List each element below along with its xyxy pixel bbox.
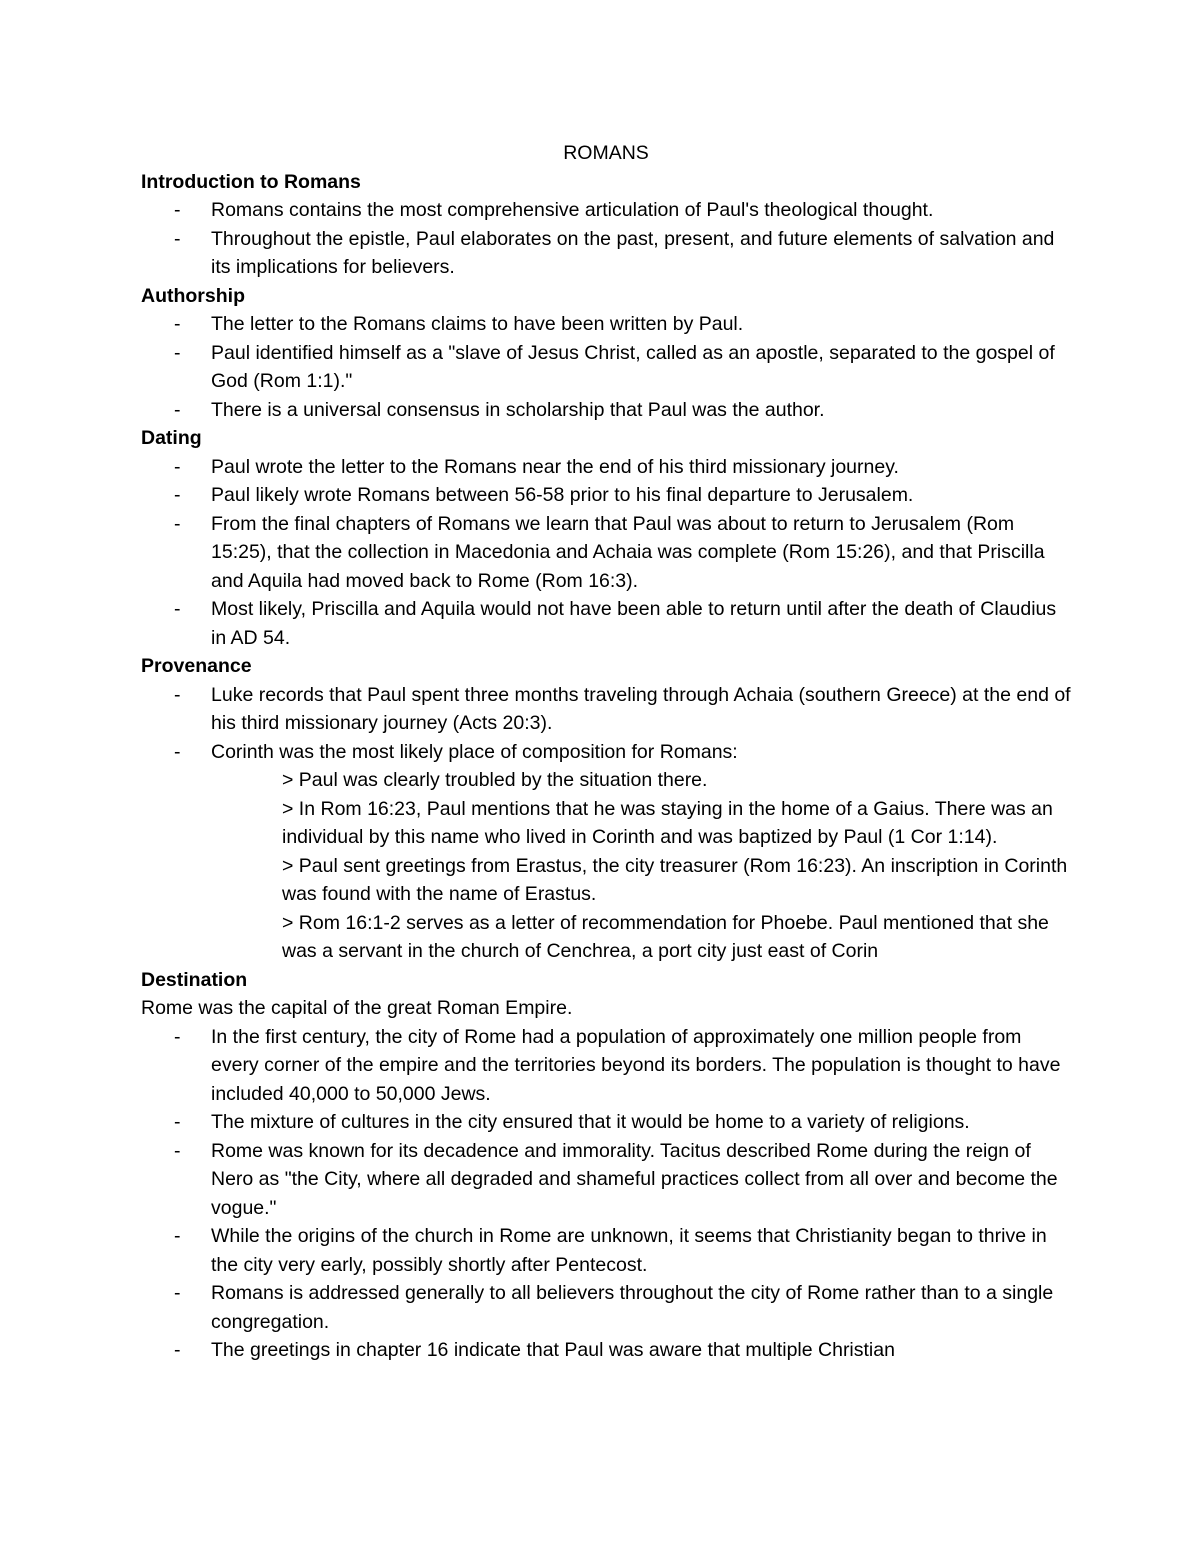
bullet-dash: - bbox=[174, 313, 181, 335]
section-heading-introduction: Introduction to Romans bbox=[141, 170, 361, 193]
bullet-item bbox=[141, 396, 1071, 425]
bullet-text: From the final chapters of Romans we learn that Paul was about to return to Jerusalem (Rom 15:25), that the collection in Macedonia and Achaia was complete (Rom 15:26), and that Priscilla and Aquila had moved back to Rome (Rom 16:3). bbox=[211, 512, 1045, 592]
bullet-item bbox=[141, 738, 1071, 767]
bullet-item bbox=[141, 339, 1071, 396]
bullet-dash: - bbox=[174, 455, 181, 478]
document-title: ROMANS bbox=[563, 142, 649, 164]
bullet-dash: - bbox=[174, 484, 181, 506]
bullet-text: There is a universal consensus in scholarship that Paul was the author. bbox=[211, 398, 825, 421]
bullet-dash: - bbox=[174, 1025, 181, 1048]
bullet-dash: - bbox=[174, 1282, 181, 1304]
bullet-text: The letter to the Romans claims to have been written by Paul. bbox=[211, 313, 744, 335]
sub-point: > Paul sent greetings from Erastus, the city treasurer (Rom 16:23). An inscription in Corinth was found with the name of Erastus. bbox=[282, 854, 1068, 905]
bullet-item bbox=[141, 1137, 1071, 1223]
section-heading-dating: Dating bbox=[141, 427, 202, 449]
bullet-text: In the first century, the city of Rome had a population of approximately one million people from every corner of the empire and the territories beyond its borders. The population is thought to have included 40,000 to 50,000 Jews. bbox=[211, 1025, 1061, 1105]
document-page bbox=[141, 139, 1071, 1365]
bullet-dash: - bbox=[174, 227, 181, 250]
bullet-dash: - bbox=[174, 1111, 181, 1133]
bullet-item bbox=[141, 1336, 1071, 1365]
bullet-dash: - bbox=[174, 683, 181, 706]
bullet-dash: - bbox=[174, 1339, 181, 1361]
bullet-dash: - bbox=[174, 1139, 181, 1162]
bullet-dash: - bbox=[174, 341, 181, 364]
bullet-text: Paul identified himself as a "slave of Jesus Christ, called as an apostle, separated to the gospel of God (Rom 1:1)." bbox=[211, 341, 1055, 392]
bullet-item bbox=[141, 225, 1071, 282]
bullet-item bbox=[141, 196, 1071, 225]
bullet-text: While the origins of the church in Rome are unknown, it seems that Christianity began to thrive in the city very early, possibly shortly after Pentecost. bbox=[211, 1225, 1047, 1276]
bullet-text: Luke records that Paul spent three months traveling through Achaia (southern Greece) at the end of his third missionary journey (Acts 20:3). bbox=[211, 683, 1071, 734]
bullet-dash: - bbox=[174, 398, 181, 421]
bullet-item bbox=[141, 595, 1071, 652]
sub-point: > In Rom 16:23, Paul mentions that he was staying in the home of a Gaius. There was an individual by this name who lived in Corinth and was baptized by Paul (1 Cor 1:14). bbox=[282, 797, 1053, 848]
bullet-item bbox=[141, 681, 1071, 738]
bullet-text: Paul wrote the letter to the Romans near the end of his third missionary journey. bbox=[211, 455, 899, 478]
bullet-text: Most likely, Priscilla and Aquila would not have been able to return until after the death of Claudius in AD 54. bbox=[211, 598, 1057, 649]
section-heading-provenance: Provenance bbox=[141, 655, 252, 677]
bullet-item bbox=[141, 310, 1071, 339]
bullet-text: The mixture of cultures in the city ensured that it would be home to a variety of religions. bbox=[211, 1111, 970, 1133]
bullet-item bbox=[141, 1023, 1071, 1109]
bullet-item bbox=[141, 481, 1071, 510]
bullet-text: Romans is addressed generally to all believers throughout the city of Rome rather than to a single congregation. bbox=[211, 1282, 1054, 1333]
bullet-item bbox=[141, 1108, 1071, 1137]
bullet-text: The greetings in chapter 16 indicate that Paul was aware that multiple Christian bbox=[211, 1339, 895, 1361]
bullet-text: Rome was known for its decadence and immorality. Tacitus described Rome during the reign of Nero as "the City, where all degraded and shameful practices collect from all over and become the vogue." bbox=[211, 1139, 1058, 1219]
bullet-dash: - bbox=[174, 512, 181, 535]
bullet-text: Paul likely wrote Romans between 56-58 prior to his final departure to Jerusalem. bbox=[211, 484, 914, 506]
sub-point: > Rom 16:1-2 serves as a letter of recommendation for Phoebe. Paul mentioned that she was a servant in the church of Cenchrea, a port city just east of Corin bbox=[282, 911, 1049, 962]
section-heading-authorship: Authorship bbox=[141, 284, 245, 307]
bullet-text: Romans contains the most comprehensive articulation of Paul's theological thought. bbox=[211, 199, 934, 221]
bullet-item bbox=[141, 510, 1071, 596]
bullet-item bbox=[141, 1279, 1071, 1336]
section-heading-destination: Destination bbox=[141, 968, 248, 991]
sub-point: > Paul was clearly troubled by the situation there. bbox=[282, 769, 708, 791]
bullet-dash: - bbox=[174, 199, 181, 221]
bullet-dash: - bbox=[174, 740, 181, 763]
bullet-item bbox=[141, 1222, 1071, 1279]
bullet-text: Throughout the epistle, Paul elaborates on the past, present, and future elements of salvation and its implications for believers. bbox=[211, 227, 1055, 278]
bullet-item bbox=[141, 453, 1071, 482]
destination-intro: Rome was the capital of the great Roman Empire. bbox=[141, 997, 573, 1019]
bullet-dash: - bbox=[174, 1225, 181, 1247]
bullet-dash: - bbox=[174, 598, 181, 620]
bullet-text: Corinth was the most likely place of composition for Romans: bbox=[211, 740, 738, 763]
